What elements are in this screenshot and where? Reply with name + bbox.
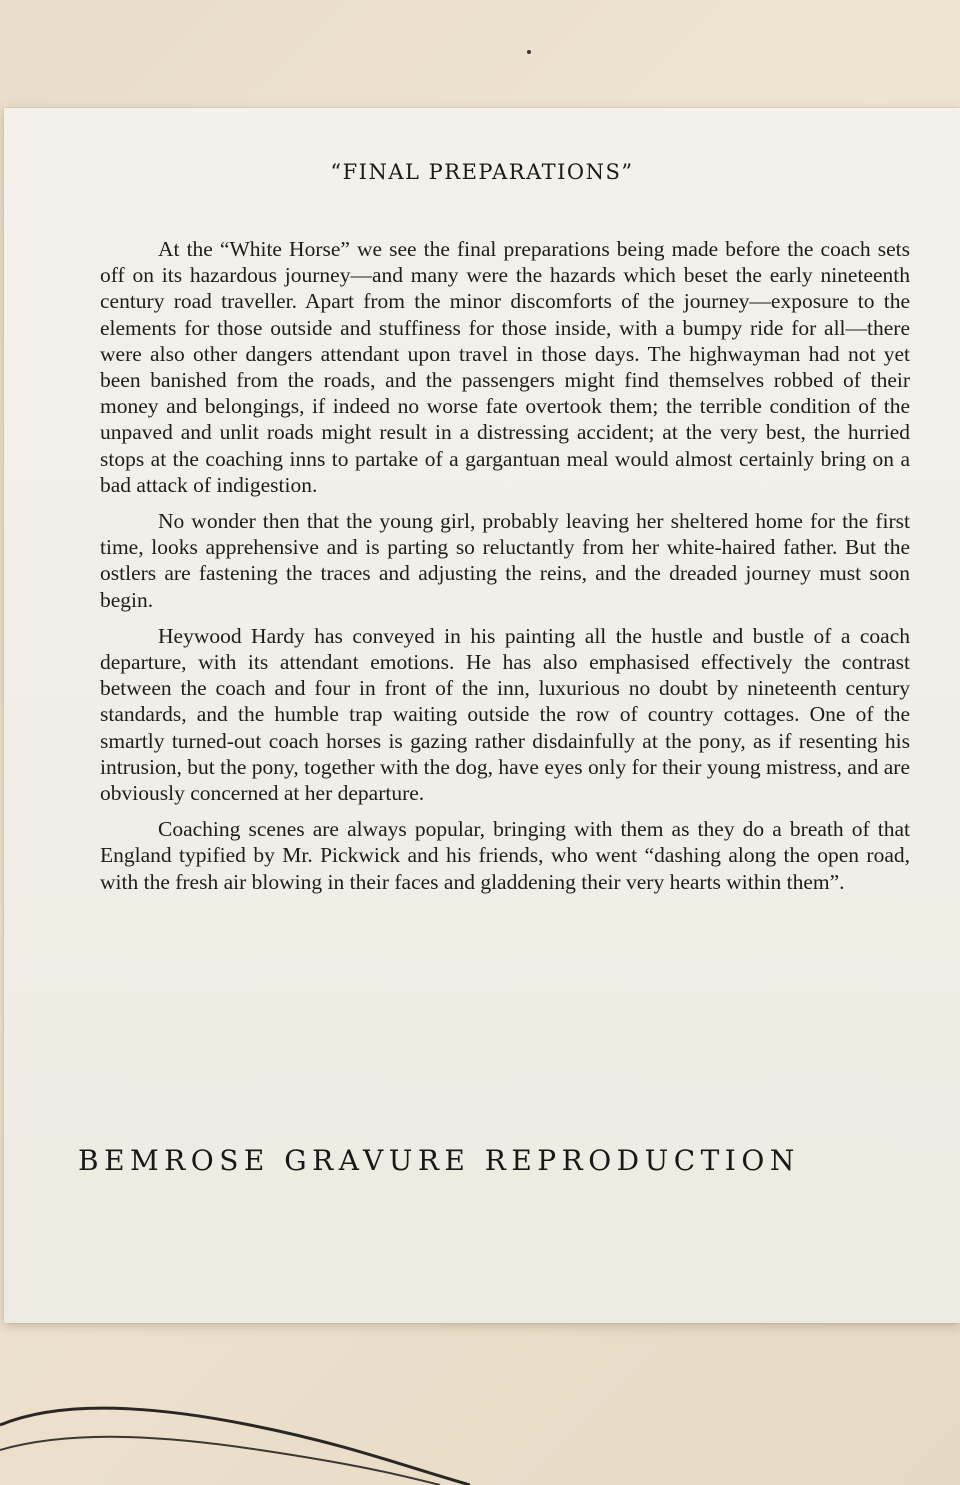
body-text	[100, 236, 910, 905]
description-card	[4, 108, 960, 1323]
wire-decoration	[0, 1380, 470, 1485]
paragraph-2: No wonder then that the young girl, probably leaving her sheltered home for the first time, looks apprehensive and is parting so reluctantly from her white-haired father. But the ostlers are fastening the traces and adjusting the reins, and the dreaded journey must soon begin.	[100, 509, 910, 612]
paragraph-1: At the “White Horse” we see the final preparations being made before the coach sets off on its hazardous journey—and many were the hazards which beset the early nineteenth century road traveller. Apart from the minor discomforts of the journey—exposure to the elements for those outside and stuffiness for those inside, with a bumpy ride for all—there were also other dangers attendant upon travel in those days. The highwayman had not yet been banished from the roads, and the passengers might find themselves robbed of their money and belongings, if indeed no worse fate overtook them; the terrible condition of the unpaved and unlit roads might result in a distressing accident; at the very best, the hurried stops at the coaching inns to partake of a gargantuan meal would almost certainly bring on a bad attack of indigestion.	[100, 237, 910, 497]
paragraph-4: Coaching scenes are always popular, bringing with them as they do a breath of that England typified by Mr. Pickwick and his friends, who went “dashing along the open road, with the fresh air blowing in their faces and gladdening their very hearts within them”.	[100, 817, 910, 894]
page-title: “FINAL PREPARATIONS”	[330, 160, 634, 184]
pin-mark	[527, 50, 531, 54]
paragraph-3: Heywood Hardy has conveyed in his painting all the hustle and bustle of a coach departure, with its attendant emotions. He has also emphasised effectively the contrast between the coach and four in front of the inn, luxurious no doubt by nineteenth century standards, and the humble trap waiting outside the row of country cottages. One of the smartly turned-out coach horses is gazing rather disdainfully at the pony, as if resenting his intrusion, but the pony, together with the dog, have eyes only for their young mistress, and are obviously concerned at her departure.	[100, 623, 910, 806]
publisher-footer: BEMROSE GRAVURE REPRODUCTION	[78, 1144, 800, 1177]
